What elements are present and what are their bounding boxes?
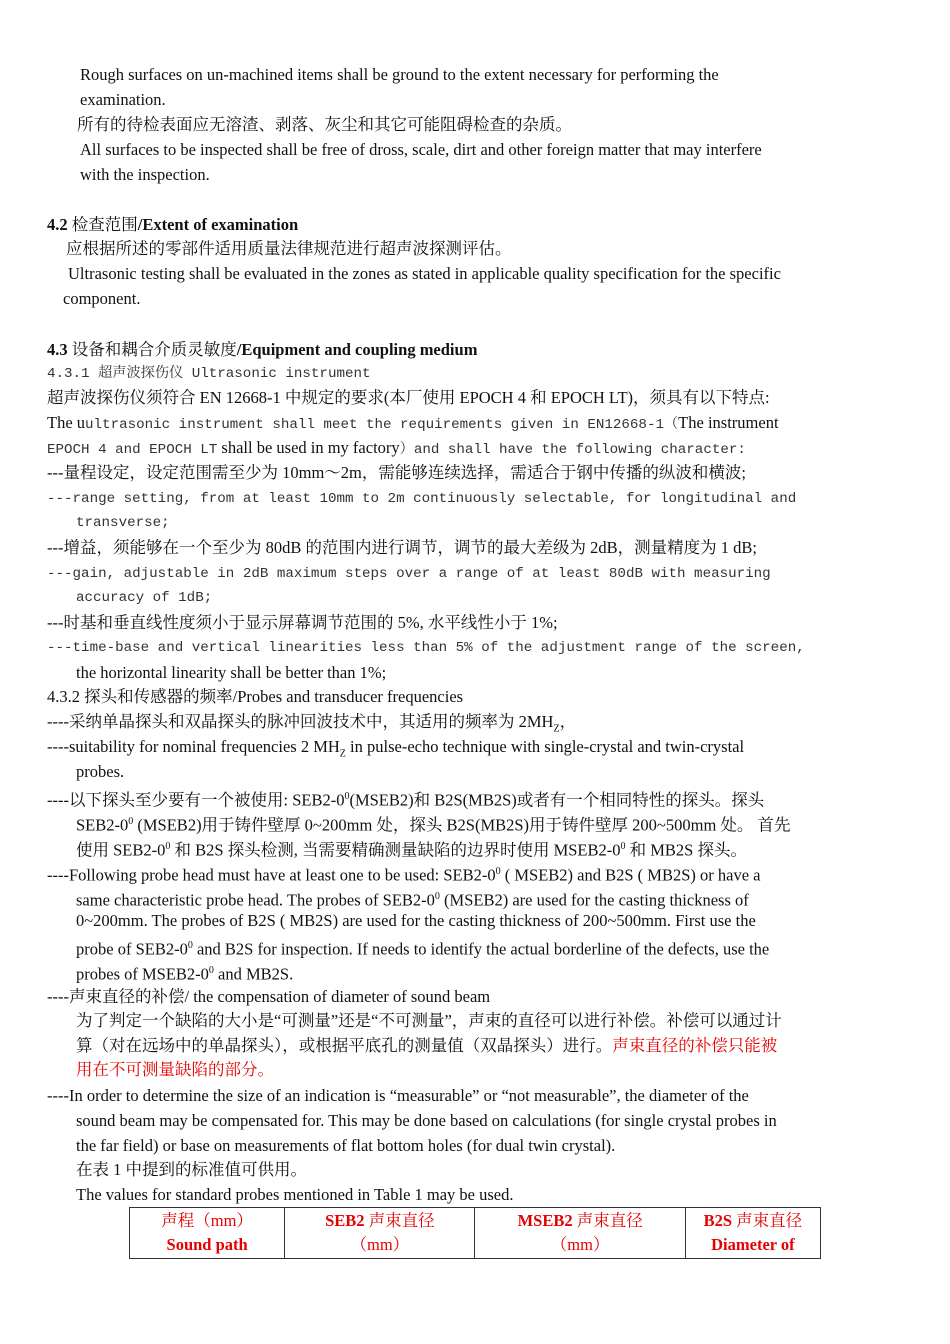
para-text-cn: 为了判定一个缺陷的大小是“可测量”还是“不可测量”，声束的直径可以进行补偿。补偿可以通过计 bbox=[76, 1011, 782, 1030]
list-item-cont: probes of $MSEB2-0^0$ and MB2S. bbox=[76, 964, 294, 984]
list-item: ---time-base and vertical linearities less than 5% of the adjustment range of the screen, bbox=[47, 640, 805, 656]
para-text: The uultrasonic instrument shall meet the requirements given in EN12668-1（The instrument bbox=[47, 413, 779, 433]
subsection-heading-4-3-2: 4.3.2 探头和传感器的频率/Probes and transducer frequencies bbox=[47, 687, 464, 706]
para-text: examination. bbox=[80, 90, 166, 109]
list-item-cont: accuracy of 1dB; bbox=[76, 590, 213, 606]
para-text: All surfaces to be inspected shall be free of dross, scale, dirt and other foreign matter that may interfere bbox=[80, 140, 762, 159]
table-header-cell: SEB2 声束直径 （mm） bbox=[285, 1208, 475, 1259]
para-text-cn: 算（对在远场中的单晶探头），或根据平底孔的测量值（双晶探头）进行。声束直径的补偿只能被 bbox=[76, 1036, 778, 1055]
table-header-cell: 声程（mm） Sound path bbox=[130, 1208, 285, 1259]
list-item-cn: ----声束直径的补偿/ the compensation of diameter of sound beam bbox=[47, 987, 491, 1006]
beam-diameter-table bbox=[129, 1207, 821, 1259]
list-item: ----Following probe head must have at least one to be used: $SEB2-0^0$ ( MSEB2) and B2S ( MB2S) or have a bbox=[47, 865, 761, 885]
highlight-text: 用在不可测量缺陷的部分。 bbox=[76, 1060, 274, 1079]
para-text-cn: 在表 1 中提到的标准值可供用。 bbox=[76, 1160, 307, 1179]
list-item-cn: ---增益，须能够在一个至少为 80dB 的范围内进行调节，调节的最大差级为 2dB，测量精度为 1 dB; bbox=[47, 538, 757, 557]
para-text-cn: 超声波探伤仪须符合 EN 12668-1 中规定的要求(本厂使用 EPOCH 4 和 EPOCH LT)，须具有以下特点: bbox=[47, 388, 770, 407]
table-header-cell: MSEB2 声束直径 （mm） bbox=[475, 1208, 685, 1259]
list-item-cn: ----采纳单晶探头和双晶探头的脉冲回波技术中，其适用的频率为 $2MH_Z$， bbox=[47, 712, 577, 735]
list-item-cn: ----以下探头至少要有一个被使用: $SEB2-0^0(MSEB2)$和 B2S(MB2S)或者有一个相同特性的探头。探头 bbox=[47, 790, 765, 810]
list-item-cont: 使用 $SEB2-0^0$ 和 B2S 探头检测, 当需要精确测量缺陷的边界时使用 $MSEB2-0^0$ 和 MB2S 探头。 bbox=[76, 840, 747, 860]
list-item-cont: the far field) or base on measurements of flat bottom holes (for dual twin crystal). bbox=[76, 1136, 616, 1155]
para-text: with the inspection. bbox=[80, 165, 210, 184]
list-item: ----In order to determine the size of an indication is “measurable” or “not measurable”, the diameter of the bbox=[47, 1086, 749, 1105]
list-item-cont: probes. bbox=[76, 762, 125, 781]
list-item-cont: sound beam may be compensated for. This may be done based on calculations (for single crystal probes in bbox=[76, 1111, 777, 1130]
list-item: ---range setting, from at least 10mm to 2m continuously selectable, for longitudinal and bbox=[47, 491, 797, 507]
list-item-cont: 0~200mm. The probes of B2S ( MB2S) are used for the casting thickness of 200~500mm. First use the bbox=[76, 911, 756, 930]
list-item-cont: $SEB2-0^0$ (MSEB2)用于铸件壁厚 0~200mm 处，探头 B2S(MB2S)用于铸件壁厚 200~500mm 处。 首先 bbox=[76, 815, 791, 835]
list-item-cn: ---量程设定，设定范围需至少为 10mm～2m，需能够连续选择，需适合于钢中传播的纵波和横波; bbox=[47, 463, 746, 482]
list-item-cn: ---时基和垂直线性度须小于显示屏幕调节范围的 5%, 水平线性小于 1%; bbox=[47, 613, 558, 632]
list-item-cont: transverse; bbox=[76, 515, 170, 531]
table-header-cell: B2S 声束直径 Diameter of bbox=[685, 1208, 820, 1259]
para-text: Ultrasonic testing shall be evaluated in the zones as stated in applicable quality specification for the specific bbox=[68, 264, 781, 283]
para-text: component. bbox=[63, 289, 141, 308]
list-item: ----suitability for nominal frequencies 2 $MH_Z$ in pulse-echo technique with single-crystal and twin-crystal bbox=[47, 737, 745, 760]
para-text: EPOCH 4 and EPOCH LT shall be used in my factory）and shall have the following character: bbox=[47, 438, 746, 458]
para-text-cn: 所有的待检表面应无溶渣、剥落、灰尘和其它可能阻碍检查的杂质。 bbox=[77, 115, 572, 134]
section-heading-4-3: 4.3 设备和耦合介质灵敏度/Equipment and coupling medium bbox=[47, 340, 478, 359]
section-heading-4-2: 4.2 检查范围/Extent of examination bbox=[47, 215, 299, 234]
para-text: Rough surfaces on un-machined items shall be ground to the extent necessary for performing the bbox=[80, 65, 719, 84]
subsection-heading-4-3-1: 4.3.1 超声波探伤仪 Ultrasonic instrument bbox=[47, 366, 371, 382]
table-header-row bbox=[130, 1208, 821, 1259]
list-item-cont: probe of $SEB2-0^0$ and B2S for inspection. If needs to identify the actual borderline of the defects, use the bbox=[76, 939, 770, 959]
highlight-text: 声束直径的补偿只能被 bbox=[612, 1036, 778, 1055]
list-item-cont: the horizontal linearity shall be better than 1%; bbox=[76, 663, 387, 682]
para-text: The values for standard probes mentioned in Table 1 may be used. bbox=[76, 1185, 514, 1204]
list-item: ---gain, adjustable in 2dB maximum steps over a range of at least 80dB with measuring bbox=[47, 566, 771, 582]
para-text-cn: 应根据所述的零部件适用质量法律规范进行超声波探测评估。 bbox=[66, 239, 512, 258]
list-item-cont: same characteristic probe head. The probes of $SEB2-0^0$ (MSEB2) are used for the casting thickness of bbox=[76, 890, 749, 910]
